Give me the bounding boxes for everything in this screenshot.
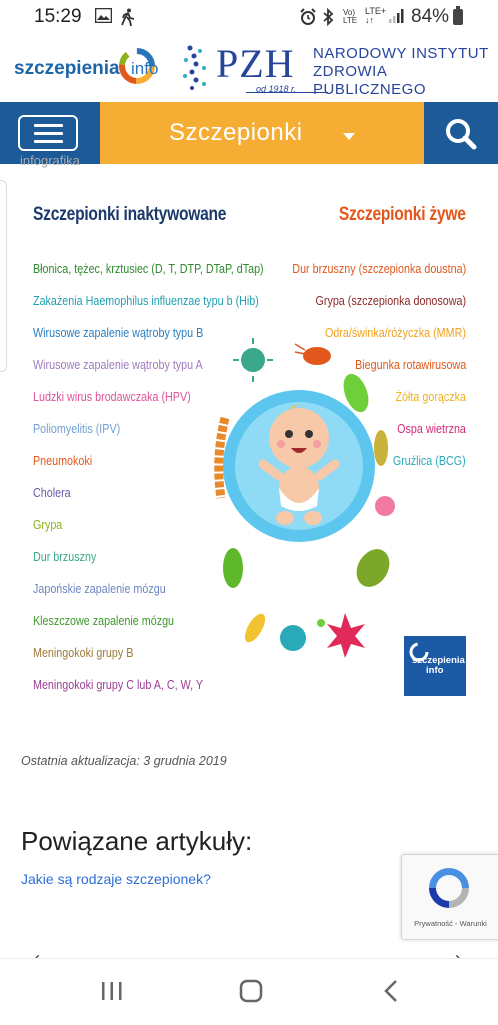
live-vaccine-item: Ospa wietrzna [397,422,466,436]
volte-icon: Vo) LTE [343,8,358,25]
badge-text [412,656,465,676]
caret-down-icon [343,133,355,140]
recaptcha-footer[interactable]: Prywatność - Warunki [414,919,487,928]
baby-microbes-illustration [213,338,413,658]
related-article-link[interactable]: Jakie są rodzaje szczepionek? [21,871,211,887]
site-header [0,34,498,102]
dna-helix-icon [180,42,212,92]
recaptcha-icon [424,863,474,913]
last-updated: Ostatnia aktualizacja: 3 grudnia 2019 [21,754,227,768]
live-vaccine-item: Żółta gorączka [395,390,466,404]
inactivated-vaccine-item: Ludzki wirus brodawczaka (HPV) [33,390,191,404]
search-icon [444,117,478,151]
signal-icon [388,8,406,28]
inactivated-vaccine-item: Japońskie zapalenie mózgu [33,582,166,596]
inactivated-vaccine-item: Cholera [33,486,71,500]
live-vaccine-item: Dur brzuszny (szczepionka doustna) [292,262,466,276]
alarm-icon [299,8,317,30]
walking-icon [120,8,136,30]
inactivated-vaccine-item: Kleszczowe zapalenie mózgu [33,614,175,628]
truncated-text: infografika [20,153,80,168]
inactivated-vaccine-item: Pneumokoki [33,454,93,468]
inactivated-vaccine-item: Grypa [33,518,63,532]
logo-info-text: info [131,59,159,78]
inactivated-vaccine-item: Wirusowe zapalenie wątroby typu B [33,326,204,340]
inactivated-vaccine-item: Meningokoki grupy C lub A, C, W, Y [33,678,204,692]
pzh-since: od 1918 r. [256,84,297,94]
battery-percent: 84% [411,6,450,27]
battery-icon [453,9,463,25]
live-vaccine-item: Grypa (szczepionka donosowa) [315,294,466,308]
side-tab[interactable] [0,180,7,372]
live-vaccine-item: Odra/świnka/różyczka (MMR) [325,326,466,340]
institute-name-line2: ZDROWIA PUBLICZNEGO [313,63,427,98]
search-button[interactable] [424,102,498,164]
inactivated-vaccine-item: Zakażenia Haemophilus influenzae typu b (Hib) [33,294,259,308]
gallery-icon [95,8,112,27]
home-icon[interactable] [239,979,263,1008]
live-vaccine-item: Biegunka rotawirusowa [354,358,466,372]
inactivated-vaccine-item: Błonica, tężec, krztusiec (D, T, DTP, DTaP, dTap) [33,262,264,276]
vaccine-infographic [18,188,480,708]
menu-icon [18,115,78,151]
back-icon[interactable] [383,979,399,1008]
recents-icon[interactable] [101,981,123,1006]
institute-name-line1: NARODOWY INSTYTUT [313,45,489,62]
bluetooth-icon [322,8,334,30]
status-time: 15:29 [34,6,82,27]
inactivated-vaccine-item: Poliomyelitis (IPV) [33,422,121,436]
badge-line2: info [426,665,444,676]
logo-szczepienia-text: szczepienia [14,58,120,79]
network-icon: LTE+ ↓↑ [365,6,387,25]
recaptcha-widget[interactable] [401,854,498,940]
institute-name [313,45,498,99]
live-title: Szczepionki żywe [339,204,466,225]
nav-title: Szczepionki [169,119,303,146]
badge-line1: szczepienia [412,655,465,666]
related-articles-heading: Powiązane artykuły: [21,826,253,856]
status-bar [0,0,498,34]
android-nav-bar [0,958,498,1025]
inactivated-vaccine-item: Wirusowe zapalenie wątroby typu A [33,358,203,372]
inactivated-vaccine-item: Dur brzuszny [33,550,97,564]
pzh-logo-text: PZH [216,41,295,86]
szczepienia-info-badge [404,636,466,696]
inactivated-vaccine-item: Meningokoki grupy B [33,646,134,660]
inactivated-title: Szczepionki inaktywowane [33,204,227,225]
live-vaccine-item: Gruźlica (BCG) [393,454,466,468]
